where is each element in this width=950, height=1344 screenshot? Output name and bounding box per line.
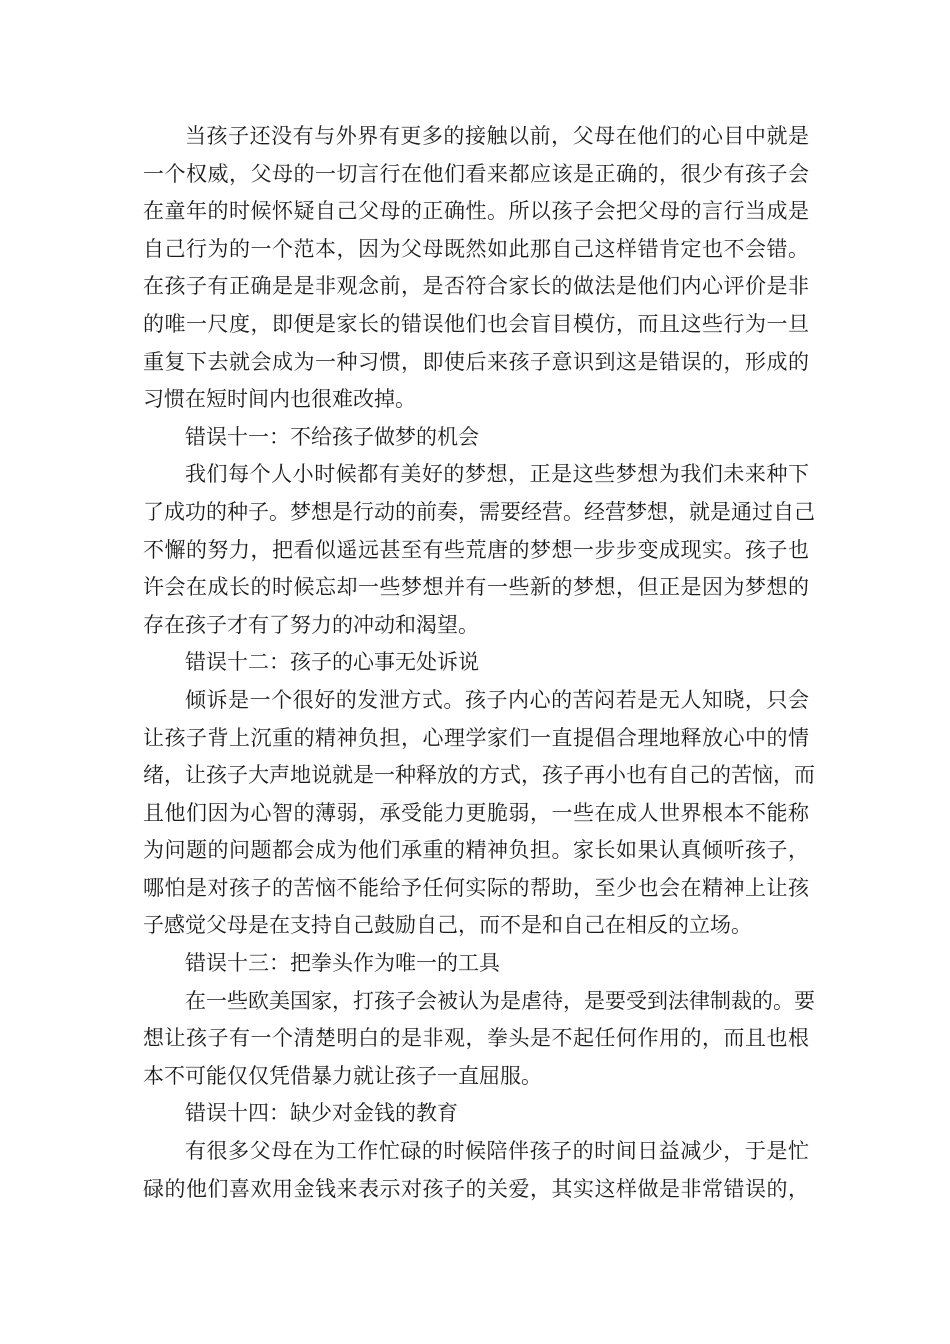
text-line: 错误十二：孩子的心事无处诉说 bbox=[185, 650, 479, 675]
text-line: 有很多父母在为工作忙碌的时候陪伴孩子的时间日益减少，于是忙 bbox=[185, 1139, 809, 1164]
text-line: 让孩子背上沉重的精神负担，心理学家们一直提倡合理地释放心中的情 bbox=[143, 725, 809, 750]
text-line: 许会在成长的时候忘却一些梦想并有一些新的梦想，但正是因为梦想的 bbox=[143, 575, 809, 600]
text-line: 哪怕是对孩子的苦恼不能给予任何实际的帮助，至少也会在精神上让孩 bbox=[143, 875, 809, 900]
text-line: 错误十四：缺少对金钱的教育 bbox=[185, 1101, 458, 1126]
text-line: 错误十一：不给孩子做梦的机会 bbox=[185, 424, 479, 449]
text-line: 碌的他们喜欢用金钱来表示对孩子的关爱，其实这样做是非常错误的， bbox=[143, 1176, 809, 1201]
text-line: 且他们因为心智的薄弱，承受能力更脆弱，一些在成人世界根本不能称 bbox=[143, 800, 809, 825]
text-line: 自己行为的一个范本，因为父母既然如此那自己这样错肯定也不会错。 bbox=[143, 236, 809, 261]
text-line: 本不可能仅仅凭借暴力就让孩子一直屈服。 bbox=[143, 1063, 542, 1088]
text-line: 在童年的时候怀疑自己父母的正确性。所以孩子会把父母的言行当成是 bbox=[143, 199, 809, 224]
text-line: 当孩子还没有与外界有更多的接触以前，父母在他们的心目中就是 bbox=[185, 124, 809, 148]
text-line: 一个权威，父母的一切言行在他们看来都应该是正确的，很少有孩子会 bbox=[143, 161, 809, 186]
text-line: 在孩子有正确是是非观念前，是否符合家长的做法是他们内心评价是非 bbox=[143, 274, 809, 299]
text-line: 存在孩子才有了努力的冲动和渴望。 bbox=[143, 612, 479, 637]
text-line: 想让孩子有一个清楚明白的是非观，拳头是不起任何作用的，而且也根 bbox=[143, 1026, 809, 1051]
text-line: 重复下去就会成为一种习惯，即使后来孩子意识到这是错误的，形成的 bbox=[143, 349, 809, 374]
text-line: 错误十三：把拳头作为唯一的工具 bbox=[185, 951, 500, 976]
text-line: 不懈的努力，把看似遥远甚至有些荒唐的梦想一步步变成现实。孩子也 bbox=[143, 537, 809, 562]
text-line: 我们每个人小时候都有美好的梦想，正是这些梦想为我们未来种下 bbox=[185, 462, 809, 487]
text-line: 在一些欧美国家，打孩子会被认为是虐待，是要受到法律制裁的。要 bbox=[185, 988, 815, 1013]
text-line: 绪，让孩子大声地说就是一种释放的方式，孩子再小也有自己的苦恼，而 bbox=[143, 763, 815, 788]
text-line: 倾诉是一个很好的发泄方式。孩子内心的苦闷若是无人知晓，只会 bbox=[185, 687, 809, 712]
text-line: 习惯在短时间内也很难改掉。 bbox=[143, 387, 416, 412]
text-line: 为问题的问题都会成为他们承重的精神负担。家长如果认真倾听孩子， bbox=[143, 838, 809, 863]
text-line: 子感觉父母是在支持自己鼓励自己，而不是和自己在相反的立场。 bbox=[143, 913, 752, 938]
document-body bbox=[143, 118, 815, 1208]
text-line: 的唯一尺度，即便是家长的错误他们也会盲目模仿，而且这些行为一旦 bbox=[143, 311, 809, 336]
text-line: 了成功的种子。梦想是行动的前奏，需要经营。经营梦想，就是通过自己 bbox=[143, 499, 815, 524]
